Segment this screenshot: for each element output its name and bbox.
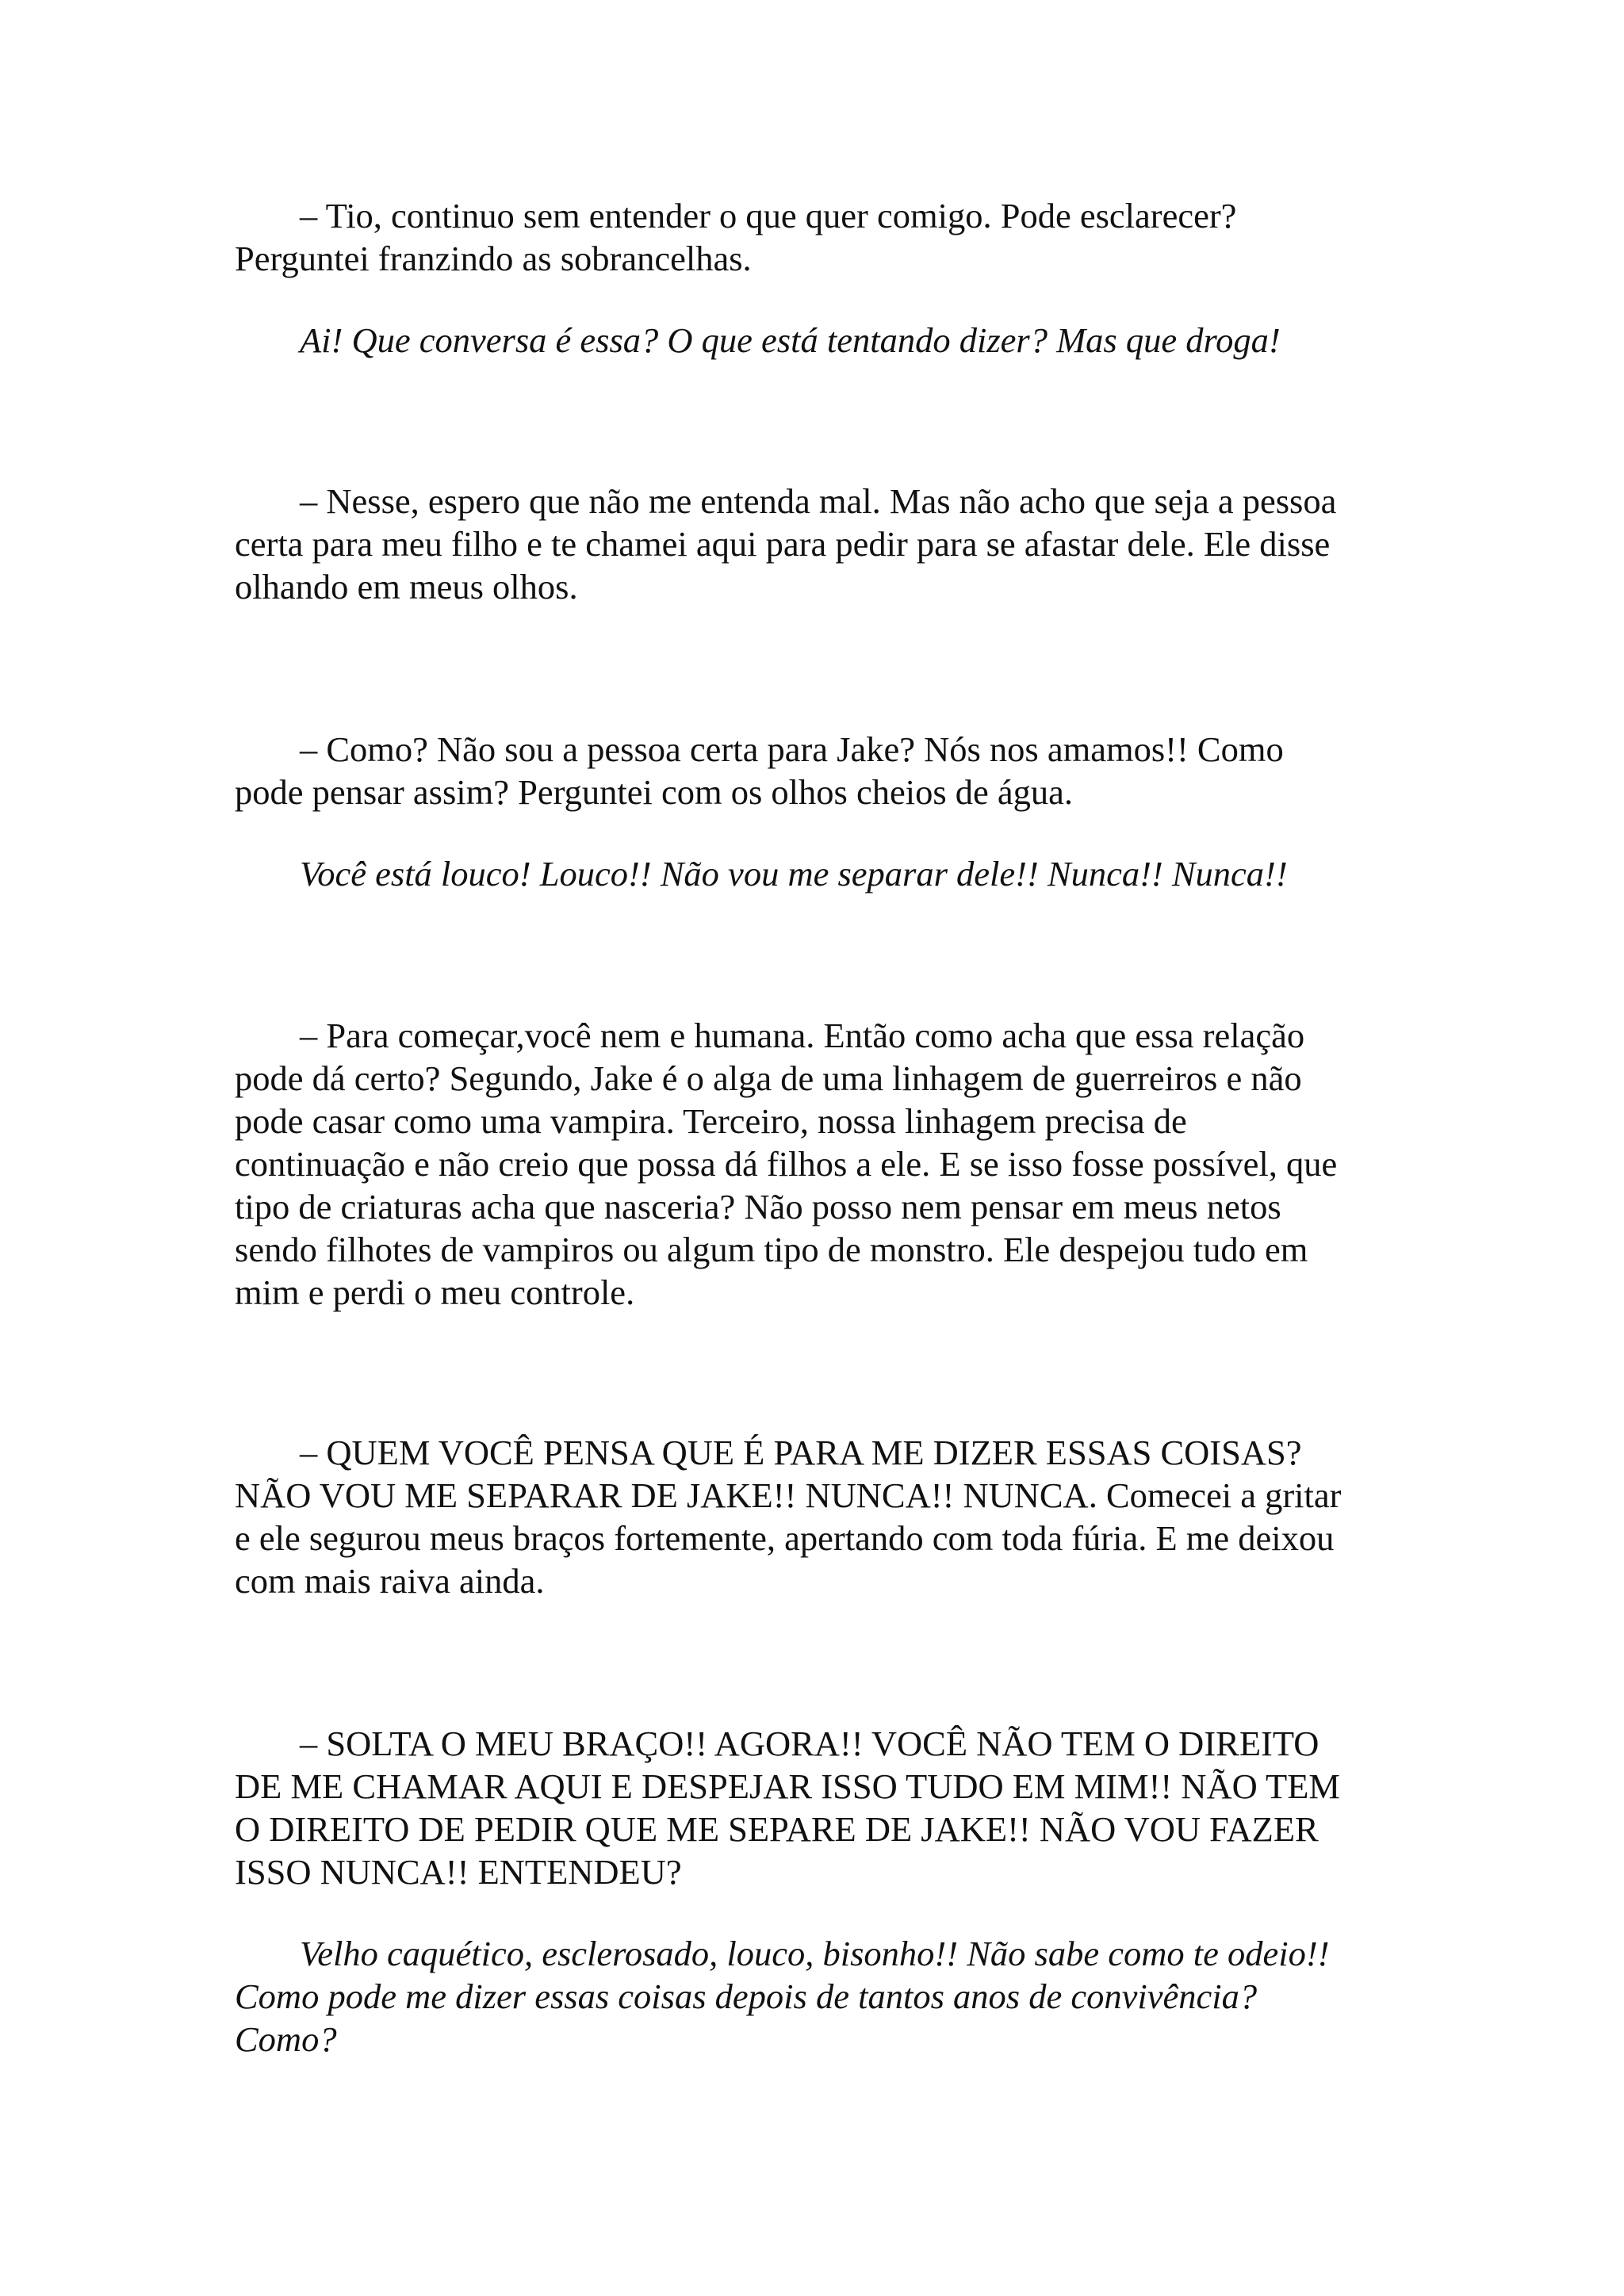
- paragraph-6: [235, 1014, 1408, 1314]
- paragraph-line: pode casar como uma vampira. Terceiro, nossa linhagem precisa de: [235, 1101, 1187, 1141]
- paragraph-1: [235, 194, 1408, 280]
- paragraph-line: – Para começar,você nem e humana. Então como acha que essa relação: [300, 1016, 1305, 1055]
- paragraph-line: continuação e não creio que possa dá filhos a ele. E se isso fosse possível, que: [235, 1144, 1338, 1184]
- paragraph-line: Velho caquético, esclerosado, louco, bisonho!! Não sabe como te odeio!!: [300, 1934, 1330, 1973]
- paragraph-line: olhando em meus olhos.: [235, 567, 578, 607]
- paragraph-line: tipo de criaturas acha que nasceria? Não posso nem pensar em meus netos: [235, 1187, 1281, 1226]
- paragraph-3: [235, 480, 1408, 608]
- paragraph-line: certa para meu filho e te chamei aqui para pedir para se afastar dele. Ele disse: [235, 524, 1331, 564]
- paragraph-line: Como?: [235, 2019, 337, 2059]
- paragraph-line: Você está louco! Louco!! Não vou me separar dele!! Nunca!! Nunca!!: [300, 854, 1288, 894]
- paragraph-8: [235, 1722, 1408, 1893]
- paragraph-line: Como pode me dizer essas coisas depois de tantos anos de convivência?: [235, 1976, 1258, 2016]
- paragraph-line: DE ME CHAMAR AQUI E DESPEJAR ISSO TUDO EM MIM!! NÃO TEM: [235, 1766, 1340, 1806]
- paragraph-7: [235, 1431, 1408, 1602]
- paragraph-line: com mais raiva ainda.: [235, 1561, 545, 1601]
- paragraph-line: mim e perdi o meu controle.: [235, 1272, 635, 1312]
- paragraph-line: pode dá certo? Segundo, Jake é o alga de uma linhagem de guerreiros e não: [235, 1058, 1302, 1098]
- paragraph-line: sendo filhotes de vampiros ou algum tipo de monstro. Ele despejou tudo em: [235, 1230, 1308, 1269]
- paragraph-line: ISSO NUNCA!! ENTENDEU?: [235, 1852, 682, 1892]
- paragraph-line: – Como? Não sou a pessoa certa para Jake? Nós nos amamos!! Como: [300, 729, 1284, 769]
- paragraph-line: – QUEM VOCÊ PENSA QUE É PARA ME DIZER ESSAS COISAS?: [300, 1433, 1302, 1472]
- paragraph-line: Perguntei franzindo as sobrancelhas.: [235, 239, 752, 278]
- paragraph-line: – Tio, continuo sem entender o que quer comigo. Pode esclarecer?: [300, 196, 1237, 235]
- paragraph-line: O DIREITO DE PEDIR QUE ME SEPARE DE JAKE!! NÃO VOU FAZER: [235, 1809, 1319, 1849]
- paragraph-line: e ele segurou meus braços fortemente, apertando com toda fúria. E me deixou: [235, 1518, 1335, 1558]
- paragraph-4: [235, 728, 1408, 813]
- paragraph-line: Ai! Que conversa é essa? O que está tentando dizer? Mas que droga!: [300, 320, 1281, 360]
- paragraph-line: – SOLTA O MEU BRAÇO!! AGORA!! VOCÊ NÃO TEM O DIREITO: [300, 1724, 1320, 1763]
- paragraph-line: – Nesse, espero que não me entenda mal. Mas não acho que seja a pessoa: [300, 481, 1337, 521]
- paragraph-2-thought: [235, 319, 1408, 362]
- paragraph-5-thought: [235, 852, 1408, 895]
- paragraph-line: pode pensar assim? Perguntei com os olhos cheios de água.: [235, 772, 1074, 812]
- paragraph-line: NÃO VOU ME SEPARAR DE JAKE!! NUNCA!! NUNCA. Comecei a gritar: [235, 1475, 1342, 1515]
- paragraph-9-thought: [235, 1932, 1408, 2061]
